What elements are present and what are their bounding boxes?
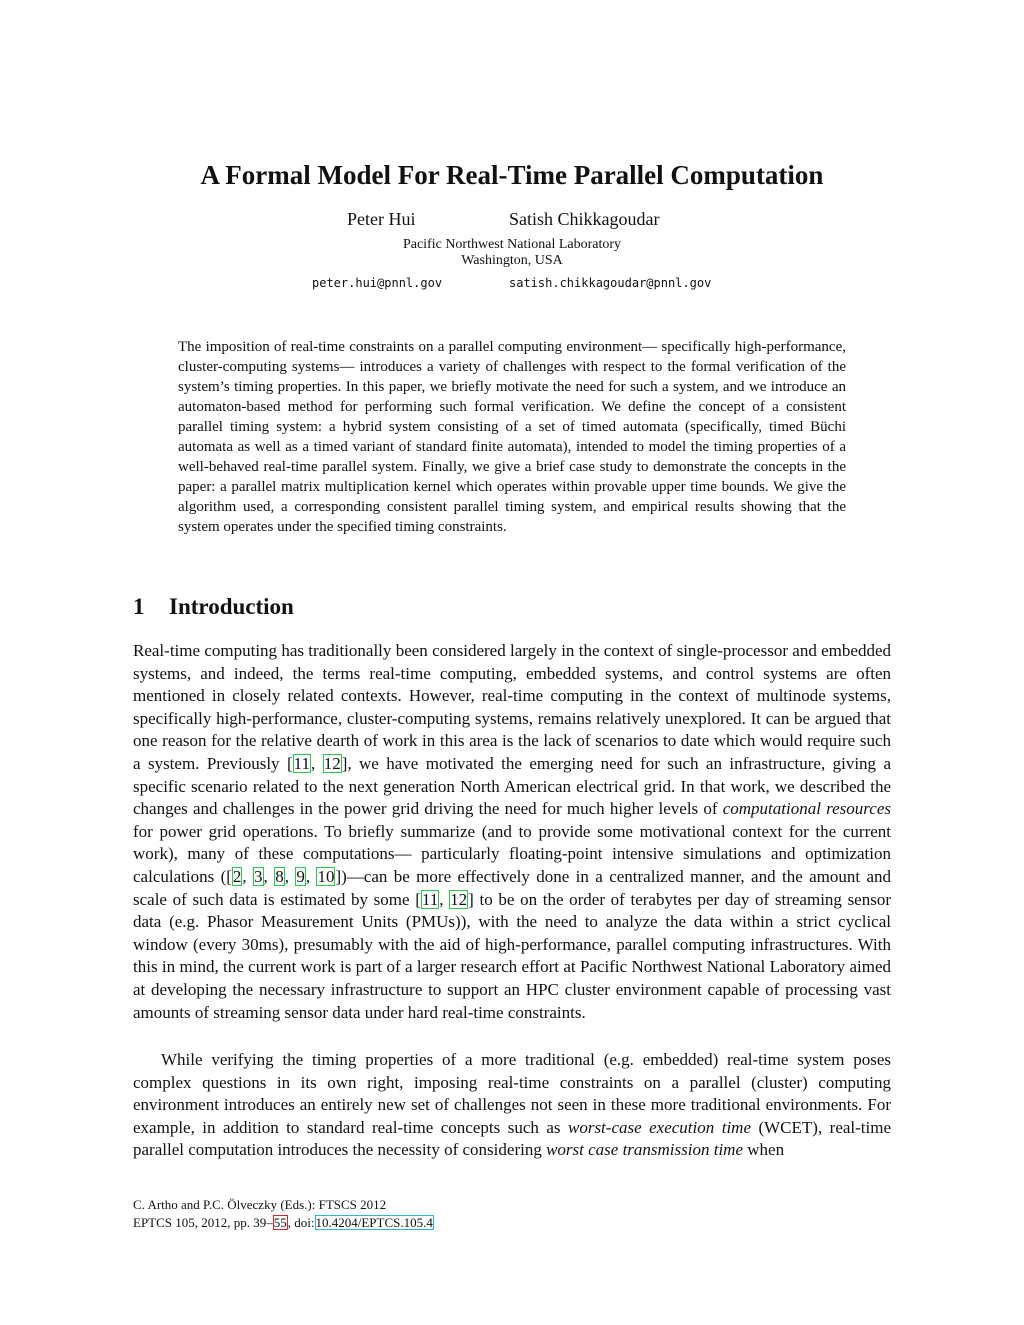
footer-editors: C. Artho and P.C. Ölveczky (Eds.): FTSCS 2012 bbox=[133, 1197, 387, 1212]
citation-link[interactable]: 9 bbox=[296, 866, 305, 886]
body-paragraph: Real-time computing has traditionally been considered largely in the context of single-processor and embedded systems, and indeed, the terms real-time computing, embedded systems, and control systems are often mentioned in closely related contexts. However, real-time computing in the context of multinode systems, specifically high-performance, cluster-computing systems, remains relatively unexplored. It can be argued that one reason for the relative dearth of work in this area is the lack of scenarios to date which would require such a system. Previously [11, 12], we have motivated the emerging need for such an infrastructure, giving a specific scenario related to the next generation North American electrical grid. In that work, we described the changes and challenges in the power grid driving the need for much higher levels of computational resources for power grid operations. To briefly summarize (and to provide some motivational context for the current work), many of these computations— particularly floating-point intensive simulations and optimization calculations ([2, 3, 8, 9, 10])—can be more effectively done in a centralized manner, and the amount and scale of such data is estimated by some [11, 12] to be on the order of terabytes per day of streaming sensor data (e.g. Phasor Measurement Units (PMUs)), with the need to analyze the data within a strict cyclical window (every 30ms), presumably with the aid of high-performance, parallel computing infrastructures. With this in mind, the current work is part of a larger research effort at Pacific Northwest National Laboratory aimed at developing the necessary infrastructure to support an HPC cluster environment capable of processing vast amounts of streaming sensor data under hard real-time constraints. bbox=[133, 641, 892, 1022]
last-page-link[interactable]: 55 bbox=[273, 1215, 287, 1230]
paper-title: A Formal Model For Real-Time Parallel Computation bbox=[200, 160, 824, 191]
citation-link[interactable]: 11 bbox=[421, 889, 439, 909]
citation-link[interactable]: 2 bbox=[232, 866, 242, 886]
citation-link[interactable]: 3 bbox=[254, 866, 263, 886]
author-name: Peter Hui bbox=[347, 209, 416, 229]
author-email: satish.chikkagoudar@pnnl.gov bbox=[509, 276, 712, 290]
author-emails bbox=[0, 276, 1024, 294]
author-list bbox=[0, 209, 1024, 235]
citation-link[interactable]: 11 bbox=[293, 753, 311, 773]
footer-publication: EPTCS 105, 2012, pp. 39–55, doi:10.4204/EPTCS.105.4 bbox=[133, 1215, 433, 1230]
section-number: 1 bbox=[133, 594, 145, 619]
citation-link[interactable]: 10 bbox=[317, 866, 335, 886]
body-paragraph: While verifying the timing properties of a more traditional (e.g. embedded) real-time system poses complex questions in its own right, imposing real-time constraints on a parallel (cluster) computing environment introduces an entirely new set of challenges not seen in these more traditional environments. For example, in addition to standard real-time concepts such as worst-case execution time (WCET), real-time parallel computation introduces the necessity of considering worst case transmission time when bbox=[133, 1050, 892, 1160]
affiliation-location: Washington, USA bbox=[461, 253, 563, 268]
emphasis-text: computational resources bbox=[722, 799, 891, 819]
section-heading bbox=[133, 592, 294, 622]
author-name: Satish Chikkagoudar bbox=[509, 209, 660, 229]
affiliation-institution: Pacific Northwest National Laboratory bbox=[402, 237, 622, 252]
doi-link[interactable]: 10.4204/EPTCS.105.4 bbox=[315, 1215, 433, 1230]
citation-link[interactable]: 8 bbox=[275, 866, 284, 886]
citation-link[interactable]: 12 bbox=[323, 753, 341, 773]
abstract: The imposition of real-time constraints on a parallel computing environment— specifically high-performance, cluster-computing systems— introduces a variety of challenges with respect to the formal verification of the system’s timing properties. In this paper, we briefly motivate the need for such a system, and we introduce an automaton-based method for performing such formal verification. We define the concept of a consistent parallel timing system: a hybrid system consisting of a set of timed automata (specifically, timed Büchi automata as well as a timed variant of standard finite automata), intended to model the timing properties of a well-behaved real-time parallel system. Finally, we give a brief case study to demonstrate the concepts in the paper: a parallel matrix multiplication kernel which operates within provable upper time bounds. We give the algorithm used, a corresponding consistent parallel timing system, and empirical results showing that the system operates under the specified timing constraints. bbox=[178, 339, 846, 535]
citation-link[interactable]: 12 bbox=[450, 889, 468, 909]
emphasis-text: worst case transmission time bbox=[546, 1140, 744, 1160]
author-email: peter.hui@pnnl.gov bbox=[312, 276, 443, 290]
section-title: Introduction bbox=[169, 594, 294, 619]
emphasis-text: worst-case execution time bbox=[567, 1117, 751, 1137]
